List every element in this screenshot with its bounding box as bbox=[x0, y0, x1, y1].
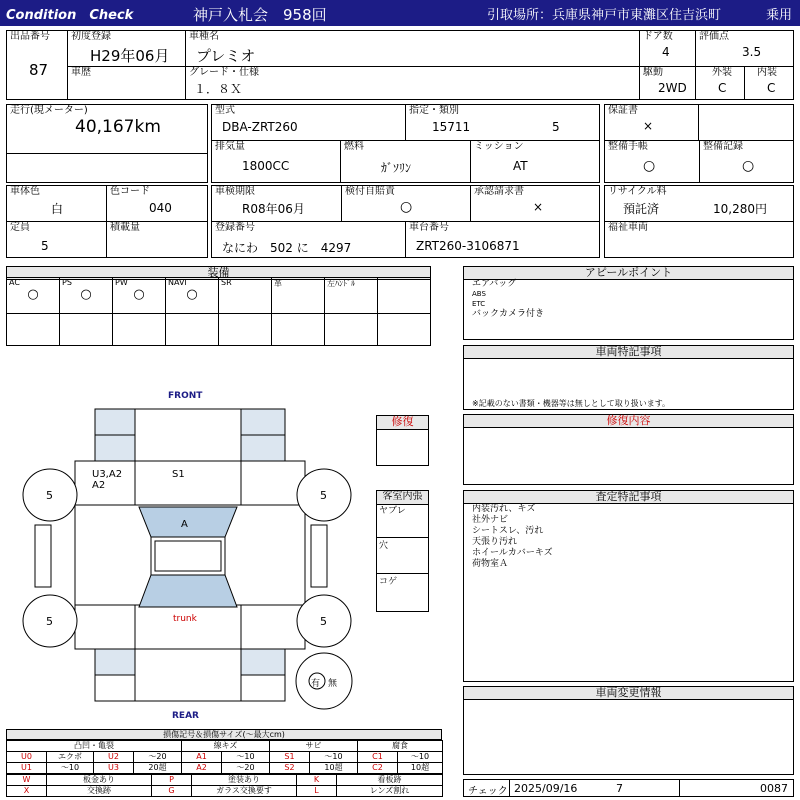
first-registration: H29年06月 bbox=[90, 47, 170, 65]
legend-code: U3 bbox=[94, 763, 134, 774]
transfer-label: 承認請求書 bbox=[474, 186, 524, 197]
check-divider bbox=[509, 780, 510, 796]
legend-code: A1 bbox=[182, 752, 222, 763]
legend-code: U2 bbox=[94, 752, 134, 763]
legend-code: A2 bbox=[182, 763, 222, 774]
warranty-label: 保証書 bbox=[608, 105, 638, 116]
drive-value: 2WD bbox=[658, 81, 687, 95]
legend-code: C2 bbox=[358, 763, 398, 774]
legend-group: サビ bbox=[270, 741, 358, 752]
legend-code: X bbox=[7, 786, 47, 797]
roof bbox=[155, 541, 221, 571]
legend-code: L bbox=[297, 786, 337, 797]
warranty-divider bbox=[698, 104, 699, 141]
name-cell bbox=[185, 30, 640, 67]
transfer-cell bbox=[470, 185, 600, 222]
legend-code: S2 bbox=[270, 763, 310, 774]
equip-cell bbox=[7, 314, 60, 346]
note-line: ホイールカバーキズ bbox=[472, 548, 553, 558]
score-cell bbox=[695, 30, 794, 67]
note-line: 内装汚れ、キズ bbox=[472, 504, 536, 514]
repair-box bbox=[376, 415, 429, 466]
legend-group: 凸凹・亀裂 bbox=[7, 741, 182, 752]
legend-title: 損傷記号＆損傷サイズ(〜最大cm) bbox=[6, 729, 442, 740]
load-label: 積載量 bbox=[110, 222, 140, 233]
history-cell bbox=[67, 66, 186, 100]
mileage-blank bbox=[6, 153, 208, 183]
colorcode-value: 040 bbox=[149, 201, 172, 215]
repair-box-title: 修復 bbox=[377, 416, 428, 430]
legend-desc: 〜10 bbox=[222, 752, 270, 763]
mission-value: AT bbox=[513, 159, 528, 173]
legend-code: G bbox=[152, 786, 192, 797]
usage-type: 乗用 bbox=[766, 8, 793, 23]
grade-cell bbox=[185, 66, 640, 100]
equip-navi-value: ○ bbox=[186, 287, 198, 302]
equip-leather-label: 革 bbox=[274, 279, 282, 288]
inspection-notes-panel bbox=[463, 490, 794, 682]
interior-ana: 穴 bbox=[377, 538, 428, 574]
colorcode-cell bbox=[106, 185, 208, 222]
equipment-title: 装備 bbox=[7, 267, 430, 280]
mark-u3-a2: U3,A2 bbox=[92, 469, 123, 480]
reg-label: 初度登録 bbox=[71, 31, 111, 42]
lot-cell bbox=[6, 30, 68, 100]
warranty-cell bbox=[604, 104, 794, 141]
manual-value: ○ bbox=[643, 158, 656, 174]
capacity-cell bbox=[6, 221, 107, 258]
special-title: 車両特記事項 bbox=[464, 346, 793, 359]
legend-desc: 〜20 bbox=[134, 752, 182, 763]
appeal-title: アピールポイント bbox=[464, 267, 793, 280]
repair-content-title: 修復内容 bbox=[464, 415, 793, 428]
legend-group: 腐食 bbox=[358, 741, 443, 752]
appeal-lines bbox=[472, 279, 544, 319]
model-cell bbox=[211, 104, 406, 141]
legend-code: U1 bbox=[7, 763, 47, 774]
equip-cell bbox=[113, 314, 166, 346]
lot-label: 出品番号 bbox=[10, 31, 50, 42]
legend-desc: ガラス交換要す bbox=[192, 786, 297, 797]
color-cell bbox=[6, 185, 107, 222]
equip-ps bbox=[60, 278, 113, 314]
tire-rr-value: 5 bbox=[320, 615, 327, 628]
warranty-value: × bbox=[643, 119, 654, 133]
door-right bbox=[311, 525, 327, 587]
name-label: 車種名 bbox=[189, 31, 219, 42]
interior-koge: コゲ bbox=[379, 577, 398, 587]
manual-cell bbox=[604, 140, 700, 183]
special-panel bbox=[463, 345, 794, 410]
recycle-label: リサイクル料 bbox=[608, 186, 667, 197]
equipment-table bbox=[6, 277, 431, 346]
equip-cell bbox=[60, 314, 113, 346]
tire-fr-value: 5 bbox=[320, 489, 327, 502]
check-num: 7 bbox=[616, 782, 623, 795]
equip-cell bbox=[166, 314, 219, 346]
mark-a2: A2 bbox=[92, 480, 106, 491]
car-diagram bbox=[15, 385, 365, 725]
mileage-value: 40,167km bbox=[75, 117, 161, 137]
equip-pw bbox=[113, 278, 166, 314]
chassis-label: 車台番号 bbox=[409, 222, 449, 233]
rear-label: REAR bbox=[172, 711, 199, 721]
inspection-value: R08年06月 bbox=[242, 202, 305, 216]
header-bar bbox=[0, 0, 800, 26]
reg-cell bbox=[67, 30, 186, 67]
check-code: 0087 bbox=[760, 782, 788, 795]
legend-code: U0 bbox=[7, 752, 47, 763]
color-label: 車体色 bbox=[10, 186, 40, 197]
load-cell bbox=[106, 221, 208, 258]
appeal-line: ETC bbox=[472, 300, 486, 308]
equip-leather bbox=[272, 278, 325, 314]
appeal-line: エアバッグ bbox=[472, 279, 517, 289]
recycle-status: 預託済 bbox=[623, 202, 660, 216]
mission-label: ミッション bbox=[474, 141, 524, 152]
appeal-line: ABS bbox=[472, 290, 486, 298]
legend-table-2 bbox=[6, 774, 443, 797]
legend-code: P bbox=[152, 775, 192, 786]
equip-navi bbox=[166, 278, 219, 314]
capacity-label: 定員 bbox=[10, 222, 30, 233]
int-label: 内装 bbox=[757, 67, 777, 78]
record-cell bbox=[699, 140, 794, 183]
note-line: 荷物室Ａ bbox=[472, 559, 509, 569]
equip-pw-value: ○ bbox=[133, 287, 145, 302]
equip-cell bbox=[272, 314, 325, 346]
record-label: 整備記録 bbox=[703, 141, 743, 152]
interior-title: 客室内張 bbox=[377, 491, 428, 505]
legend-desc: 〜10 bbox=[310, 752, 358, 763]
capacity-value: 5 bbox=[41, 239, 49, 253]
check-date: 2025/09/16 bbox=[514, 782, 578, 795]
mileage-cell bbox=[6, 104, 208, 154]
check-label: チェック bbox=[468, 786, 508, 797]
plate-value: なにわ 502 に 4297 bbox=[222, 241, 352, 255]
legend-desc: 10超 bbox=[310, 763, 358, 774]
equip-lhd bbox=[325, 278, 378, 314]
legend-desc: 看板跡 bbox=[337, 775, 443, 786]
legend-desc: 20超 bbox=[134, 763, 182, 774]
legend-table bbox=[6, 740, 443, 774]
trunk-label: trunk bbox=[173, 614, 197, 624]
mark-a: A bbox=[181, 519, 188, 530]
score-value: 3.5 bbox=[742, 45, 762, 59]
spare-yes: 有 bbox=[311, 679, 321, 689]
legend-code: C1 bbox=[358, 752, 398, 763]
inspection-notes-title: 査定特記事項 bbox=[464, 491, 793, 504]
note-line: 社外ナビ bbox=[472, 515, 509, 525]
door-count: 4 bbox=[662, 45, 670, 59]
interior-yabure: ヤブレ bbox=[377, 503, 428, 538]
fuel-value: ｶﾞｿﾘﾝ bbox=[381, 161, 412, 175]
inspection-label: 車検期限 bbox=[215, 186, 255, 197]
int-cell bbox=[744, 66, 794, 100]
legend-code: S1 bbox=[270, 752, 310, 763]
auction-name: 神戸入札会 958回 bbox=[193, 6, 327, 24]
tire-rl-value: 5 bbox=[46, 615, 53, 628]
displacement-label: 排気量 bbox=[215, 141, 245, 152]
header-title: Condition Check bbox=[6, 8, 134, 23]
tire-fl-value: 5 bbox=[46, 489, 53, 502]
rear-left-corner bbox=[95, 649, 135, 675]
ext-grade: C bbox=[718, 81, 727, 95]
equip-ac bbox=[7, 278, 60, 314]
door-label: ドア数 bbox=[643, 31, 673, 42]
insurance-cell bbox=[341, 185, 471, 222]
drive-cell bbox=[639, 66, 696, 100]
equip-sr bbox=[219, 278, 272, 314]
lot-number: 87 bbox=[29, 61, 49, 79]
drive-label: 駆動 bbox=[643, 67, 663, 78]
appeal-line: バックカメラ付き bbox=[472, 309, 545, 319]
legend-group: 線キズ bbox=[182, 741, 270, 752]
history-label: 車歴 bbox=[71, 67, 91, 78]
equip-sr-label: SR bbox=[221, 278, 232, 287]
hood bbox=[135, 409, 241, 461]
legend-desc: 交換跡 bbox=[47, 786, 152, 797]
equip-pw-label: PW bbox=[115, 278, 128, 287]
plate-label: 登録番号 bbox=[215, 222, 255, 233]
displacement-cell bbox=[211, 140, 341, 183]
color-value: 白 bbox=[51, 202, 64, 216]
equip-ps-label: PS bbox=[62, 278, 72, 287]
note-line: 天張り汚れ bbox=[472, 537, 518, 547]
check-divider bbox=[679, 780, 680, 796]
windshield bbox=[139, 507, 237, 537]
legend-desc: 〜10 bbox=[47, 763, 94, 774]
legend-desc: 〜20 bbox=[222, 763, 270, 774]
door-left bbox=[35, 525, 51, 587]
legend-desc: 10超 bbox=[398, 763, 443, 774]
record-value: ○ bbox=[742, 158, 755, 174]
designation-label: 指定・類別 bbox=[409, 105, 459, 116]
equip-ac-value: ○ bbox=[27, 287, 39, 302]
legend-desc: 板金あり bbox=[47, 775, 152, 786]
grade-value: １．８Ｘ bbox=[194, 82, 243, 96]
legend-desc: レンズ割れ bbox=[337, 786, 443, 797]
equip-ps-value: ○ bbox=[80, 287, 92, 302]
roof-frame bbox=[151, 537, 225, 575]
appeal-panel bbox=[463, 266, 794, 340]
equip-cell bbox=[378, 314, 431, 346]
manual-label: 整備手帳 bbox=[608, 141, 648, 152]
check-row bbox=[463, 779, 794, 797]
insurance-label: 検付自賠責 bbox=[345, 186, 395, 197]
welfare-label: 福祉車両 bbox=[608, 222, 648, 233]
int-grade: C bbox=[767, 81, 776, 95]
spare-no: 無 bbox=[328, 679, 338, 689]
car-name: プレミオ bbox=[196, 47, 256, 65]
equip-cell bbox=[219, 314, 272, 346]
special-note: ※記載のない書類・機器等は無しとして取り扱います。 bbox=[472, 399, 671, 408]
legend-desc: 〜10 bbox=[398, 752, 443, 763]
plate-cell bbox=[211, 221, 406, 258]
door-cell bbox=[639, 30, 696, 67]
equip-blank-1 bbox=[378, 278, 431, 314]
equip-navi-label: NAVI bbox=[168, 278, 187, 287]
insurance-value: ○ bbox=[400, 199, 413, 215]
welfare-cell bbox=[604, 221, 794, 258]
equip-cell bbox=[325, 314, 378, 346]
designation-cell bbox=[405, 104, 600, 141]
change-info-title: 車両変更情報 bbox=[464, 687, 793, 700]
model-value: DBA-ZRT260 bbox=[222, 120, 298, 134]
equip-ac-label: AC bbox=[9, 278, 20, 287]
inspection-cell bbox=[211, 185, 342, 222]
legend-code: K bbox=[297, 775, 337, 786]
designation-value: 15711 bbox=[432, 120, 471, 134]
displacement-value: 1800CC bbox=[242, 159, 290, 173]
front-label: FRONT bbox=[168, 391, 203, 401]
ext-label: 外装 bbox=[712, 67, 732, 78]
mileage-label: 走行(現メーター) bbox=[10, 105, 88, 116]
note-line: シートスレ、汚れ bbox=[472, 526, 544, 536]
colorcode-label: 色コード bbox=[110, 186, 150, 197]
trunk-lid bbox=[135, 649, 241, 701]
fuel-label: 燃料 bbox=[344, 141, 364, 152]
chassis-value: ZRT260-3106871 bbox=[416, 239, 520, 253]
mark-s1: S1 bbox=[172, 469, 185, 480]
pickup-location: 引取場所：兵庫県神戸市東灘区住吉浜町 bbox=[487, 8, 722, 23]
chassis-cell bbox=[405, 221, 600, 258]
legend-code: W bbox=[7, 775, 47, 786]
rear-right-corner bbox=[241, 649, 285, 675]
recycle-cell bbox=[604, 185, 794, 222]
fuel-cell bbox=[340, 140, 471, 183]
model-label: 型式 bbox=[215, 105, 235, 116]
inspection-notes-lines bbox=[472, 504, 553, 570]
transfer-value: × bbox=[533, 200, 544, 214]
category-value: 5 bbox=[552, 120, 560, 134]
legend-desc: エクボ bbox=[47, 752, 94, 763]
ext-cell bbox=[695, 66, 745, 100]
rear-window bbox=[139, 575, 237, 607]
change-info-panel bbox=[463, 686, 794, 775]
legend-desc: 塗装あり bbox=[192, 775, 297, 786]
recycle-fee: 10,280円 bbox=[713, 202, 767, 216]
mission-cell bbox=[470, 140, 600, 183]
interior-box bbox=[376, 490, 429, 612]
score-label: 評価点 bbox=[699, 31, 729, 42]
repair-content-panel bbox=[463, 414, 794, 485]
equip-lhd-label: 左ﾊﾝﾄﾞﾙ bbox=[327, 279, 355, 288]
grade-label: グレード・仕様 bbox=[189, 67, 259, 78]
